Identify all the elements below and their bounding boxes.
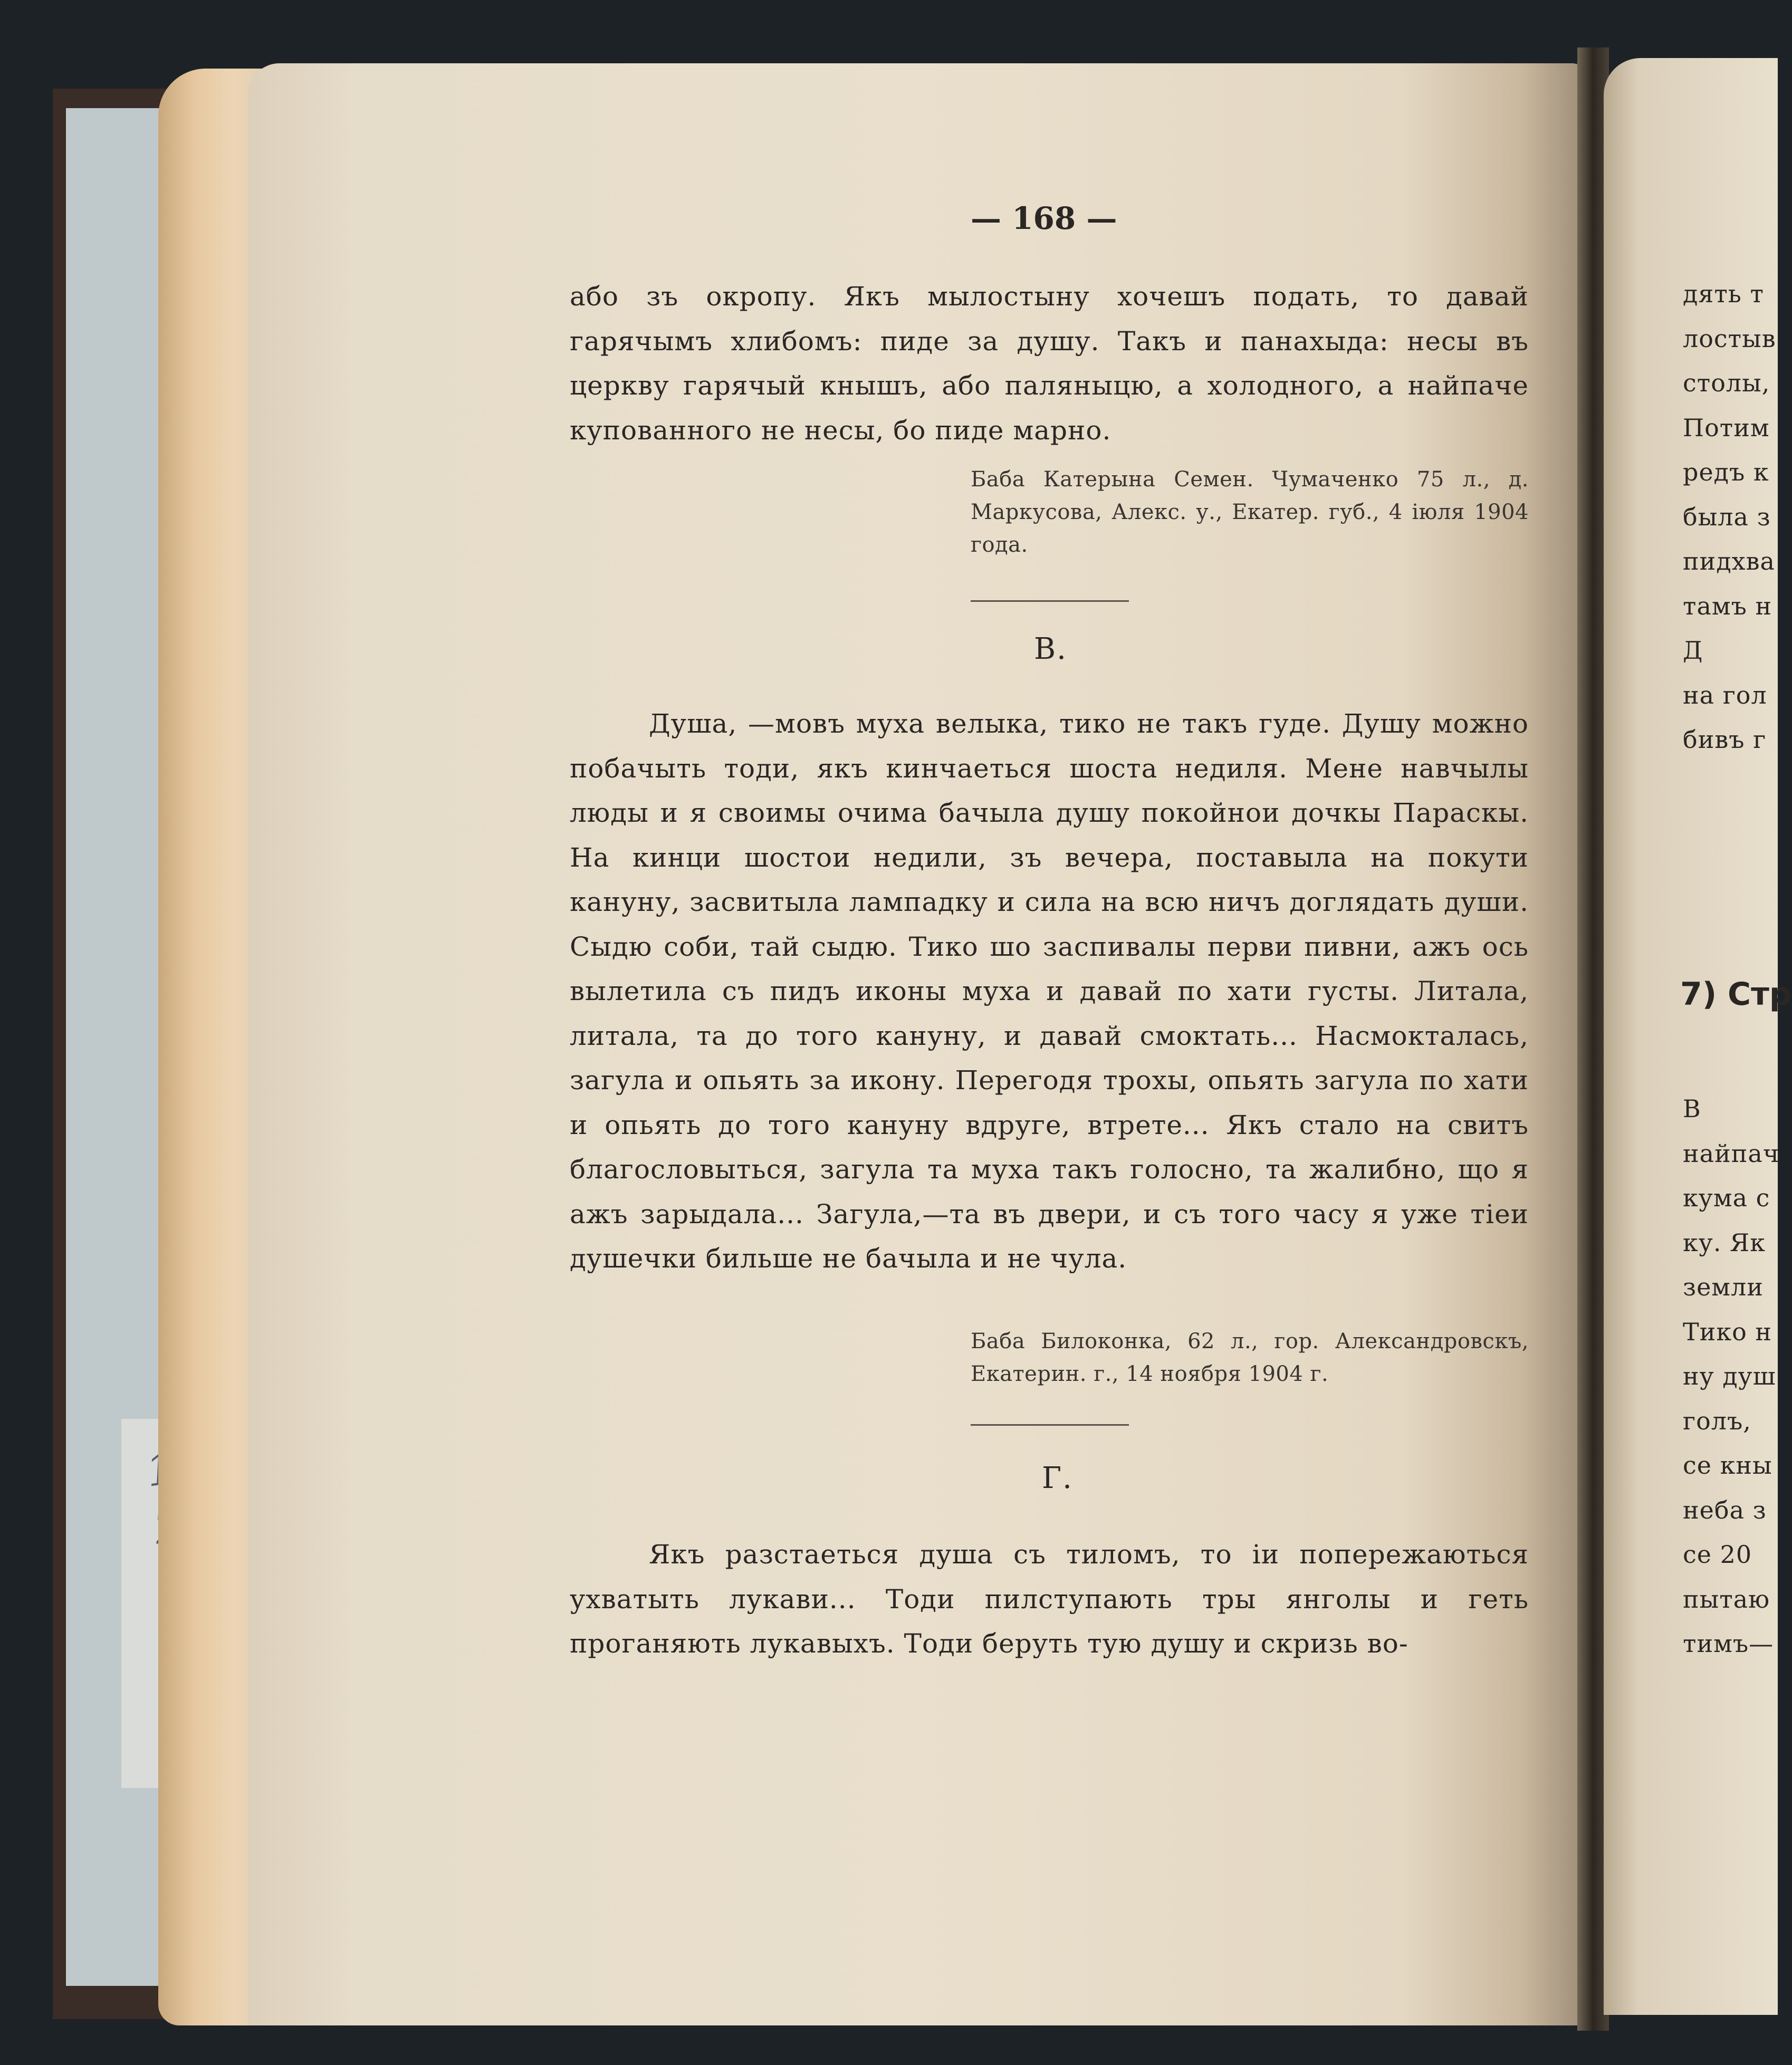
right-line: В	[1683, 1094, 1701, 1123]
right-line: неба з	[1683, 1495, 1767, 1524]
right-line: редъ к	[1683, 458, 1769, 486]
section-b-paragraph: Душа, —мовъ муха велыка, тико не такъ гуде. Душу можно побачыть тоди, якъ кинчаеться шоста недиля. Мене навчылы люды и я своимы очима бачыла душу покойнои дочкы Параскы. На кинци шостои недили, зъ вечера, поставыла на покути кануну, засвитыла лампадку и сила на всю ничъ доглядать души. Сыдю соби, тай сыдю. Тико шо заспивалы перви пивни, ажъ ось вылетила съ пидъ иконы муха и давай по хати густы. Литала, литала, та до того кануну, и давай смоктать... Насмокталась, загула и опьять за икону. Перегодя трохы, опьять загула по хати и опьять до того кануну вдруге, втрете... Якъ стало на свитъ благословыться, загула та муха такъ голосно, та жалибно, що я ажъ зарыдала... Загула,—та въ двери, и съ того часу я уже тіеи душечки бильше не бачыла и не чула.	[570, 708, 1529, 1274]
section-b-heading: В.	[1034, 632, 1067, 666]
section-a-paragraph: або зъ окропу. Якъ мылостыну хочешъ подать, то давай гарячымъ хлибомъ: пиде за душу. Такъ и панахыда: несы въ церкву гарячый кнышъ, або паляныцю, а холодного, а найпаче купованного не несы, бо пиде марно.	[570, 281, 1529, 446]
right-page-heading: 7) Стр	[1680, 976, 1792, 1013]
right-line: кума с	[1683, 1184, 1770, 1212]
right-line: найпач	[1683, 1139, 1780, 1168]
right-line: Тико н	[1683, 1317, 1772, 1346]
right-line: лостыв	[1683, 324, 1776, 353]
right-line: тамъ н	[1683, 591, 1772, 620]
right-line: ну душ	[1683, 1362, 1776, 1390]
section-a-attribution: Баба Катерына Семен. Чумаченко 75 л., д. Маркусова, Алекс. у., Екатер. губ., 4 іюля 1904 года.	[971, 467, 1529, 557]
page-number: — 168 —	[971, 200, 1117, 236]
section-a-text-block	[570, 274, 1529, 453]
right-line: бивъ г	[1683, 725, 1767, 754]
section-divider	[971, 1424, 1129, 1426]
right-line: была з	[1683, 502, 1771, 531]
right-line: пытаю	[1683, 1584, 1770, 1613]
section-g-paragraph: Якъ разстаеться душа съ тиломъ, то іи попережаються ухватыть лукави... Тоди пилступають тры янголы и геть проганяють лукавыхъ. Тоди беруть тую душу и скризь во-	[570, 1539, 1529, 1659]
section-g-text-block	[570, 1532, 1529, 1666]
right-line: пидхва	[1683, 547, 1775, 575]
section-b-text-block	[570, 702, 1529, 1281]
section-g-heading: Г.	[1042, 1461, 1073, 1495]
right-line: на гол	[1683, 680, 1767, 709]
right-page-text-bottom	[1683, 1087, 1780, 1666]
right-page-heading-clip	[1680, 971, 1792, 1023]
right-line: Потим	[1683, 413, 1770, 442]
right-page-text-top	[1683, 272, 1777, 762]
right-line: се кны	[1683, 1451, 1772, 1480]
section-b-attribution: Баба Билоконка, 62 л., гор. Александровскъ, Екатерин. г., 14 ноября 1904 г.	[971, 1329, 1529, 1386]
right-line: се 20	[1683, 1540, 1752, 1569]
right-line: земли	[1683, 1273, 1764, 1301]
right-line: тимъ—	[1683, 1629, 1774, 1658]
section-divider	[971, 600, 1129, 602]
right-line: голъ,	[1683, 1406, 1751, 1435]
right-line: столы,	[1683, 369, 1770, 397]
right-line: дять т	[1683, 280, 1764, 308]
right-line: Д	[1683, 636, 1703, 665]
right-line: ку. Як	[1683, 1228, 1766, 1257]
